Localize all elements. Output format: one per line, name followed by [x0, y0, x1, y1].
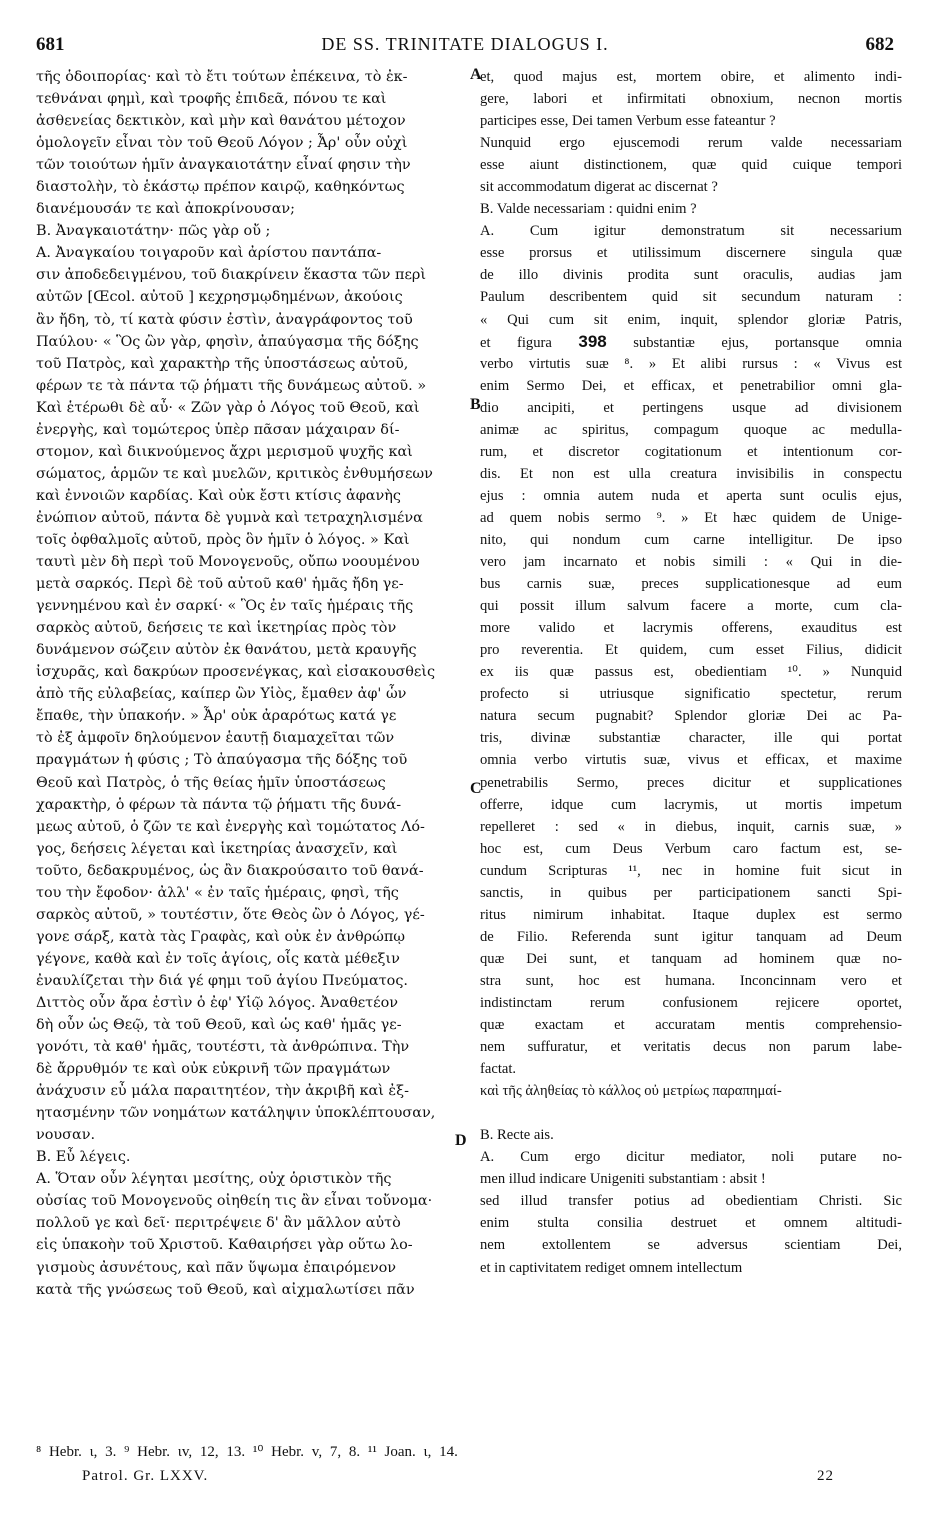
latin-text-line: profecto si utriusque significatio spectetur, rerum [480, 686, 902, 703]
latin-text-line: ritus nimirum inhabitat. Itaque duplex est sermo [480, 906, 902, 923]
greek-text-line: γονε σάρξ, κατὰ τὰς Γραφὰς, καὶ οὐκ ἐν ἀνθρώπῳ [36, 928, 406, 945]
latin-text-line: ad quem nobis sermo ⁹. » Et hæc quidem de Unige- [480, 509, 902, 526]
greek-text-line: ὁμολογεῖν εἶναι τὸν τοῦ Θεοῦ Λόγον ; Ἆρ' οὖν οὐχὶ [36, 135, 408, 152]
greek-text-line: ἔπαθε, τὴν ὑπακοήν. » Ἆρ' οὐκ ἀραρότως κατά γε [36, 708, 397, 725]
latin-text-line [480, 1102, 902, 1124]
page-footer [82, 1468, 834, 1485]
right-page-number: 682 [865, 34, 894, 55]
greek-text-line: τεθνάναι φημὶ, καὶ τροφῆς ἐπιδεᾶ, πόνου τε καὶ [36, 91, 387, 108]
latin-text-line: B. Valde necessariam : quidni enim ? [480, 201, 697, 218]
greek-text-line: διανέμουσάν τε καὶ ἀποκρίνουσαν; [36, 201, 296, 218]
latin-text-line: ejus : omnia autem nuda et aperta sunt oculis ejus, [480, 487, 902, 504]
latin-text-line: men illud indicare Unigeniti substantiam : absit ! [480, 1171, 766, 1188]
latin-text-line: sit accommodatum digerat ac discernat ? [480, 179, 718, 196]
latin-text-line: omnia verbo virtutis suæ, vivus et efficax, et maxime [480, 752, 902, 769]
greek-text-line: ἀνάχυσιν εὖ μάλα παραιτητέον, τὴν ἀκριβῆ καὶ ἐξ- [36, 1083, 409, 1100]
latin-text-line: more valido et lacrymis offerens, exauditus est [480, 620, 902, 637]
greek-text-line: γος, δεήσεις λέγεται καὶ ἱκετηρίας ἀνασχεῖν, καὶ [36, 840, 398, 857]
latin-text-line: enim stulta consilia destruet et omnem altitudi- [480, 1215, 902, 1232]
greek-text-line: νουσαν. [36, 1127, 96, 1144]
greek-text-line: αὐτῶν [Œcol. αὐτοῦ ] κεχρησμῳδημένων, ἀκούοις [36, 289, 403, 306]
latin-text-line: esse aiunt distinctionem, quæ quid cuique tempori [480, 157, 902, 174]
latin-text-line: sanctis, in quibus per participationem sancti Spi- [480, 884, 902, 901]
greek-text-line: Παύλου· « Ὃς ὢν γὰρ, φησὶν, ἀπαύγασμα τῆς δόξης [36, 333, 419, 350]
greek-text-line: καὶ ἐννοιῶν καρδίας. Καὶ οὐκ ἔστι κτίσις ἀφανὴς [36, 487, 401, 504]
latin-text-line: A. Cum ergo dicitur mediator, noli putare no- [480, 1149, 902, 1166]
latin-column [480, 66, 902, 1279]
greek-text-line: σιν ἀποδεδειγμένου, τοῦ διακρίνειν ἕκαστα τῶν περὶ [36, 267, 427, 284]
left-page-number: 681 [36, 34, 65, 55]
latin-text-line: nem extollentem se adversus scientiam Dei, [480, 1237, 902, 1254]
latin-text-line: sed illud transfer potius ad obedientiam Christi. Sic [480, 1193, 902, 1210]
greek-text-line: ἐναυλίζεται τὴν διά γέ φημι τοῦ ἁγίου Πνεύματος. [36, 972, 408, 989]
latin-text-line: offerre, idque cum lacrymis, ut mortis impetum [480, 796, 902, 813]
margin-letter-b: B [470, 396, 481, 413]
margin-letter-a: A [470, 66, 482, 83]
latin-text-line: participes esse, Dei tamen Verbum esse fateantur ? [480, 113, 776, 130]
greek-text-line: κατὰ τῆς γνώσεως τοῦ Θεοῦ, καὶ αἰχμαλωτίσει πᾶν [36, 1281, 415, 1298]
greek-text-line: Θεοῦ καὶ Πατρὸς, ὁ τῆς θείας ἡμῖν ὑποστάσεως [36, 774, 386, 791]
greek-text-line: γεννημένου καὶ ἐν σαρκί· « Ὃς ἐν ταῖς ἡμέραις τῆς [36, 598, 414, 615]
greek-text-line: τῶν τοιούτων ἡμῖν ἀναγκαιοτάτην εἶναί φησιν τὴν [36, 157, 411, 174]
latin-text-line: enim Sermo Dei, et efficax, et penetrabilior omni gla- [480, 377, 902, 394]
latin-text-line: de Filio. Referenda sunt igitur tanquam ad Deum [480, 928, 902, 945]
latin-text-line: quæ Dei sunt, et tanquam ad hominem quæ no- [480, 950, 902, 967]
page-title: DE SS. TRINITATE DIALOGUS I. [321, 34, 609, 54]
margin-letter-c: C [470, 780, 482, 797]
greek-text-line: ἀπὸ τῆς εὐλαβείας, καίπερ ὢν Υἱὸς, ἔμαθεν ἀφ' ὧν [36, 686, 407, 703]
latin-text-line: tris, divinæ substantiæ character, ille qui portat [480, 730, 902, 747]
latin-text-line: Nunquid ergo ejuscemodi rerum valde necessariam [480, 135, 902, 152]
column-marker: 398 [578, 331, 607, 351]
latin-text-line: animæ ac spiritus, compagum quoque ac medulla- [480, 421, 902, 438]
greek-text-line: του τὴν ἔφοδον· ἀλλ' « ἐν ταῖς ἡμέραις, φησὶ, τῆς [36, 884, 399, 901]
greek-text-line: A. Ὅταν οὖν λέγηται μεσίτης, οὐχ ὁριστικὸν τῆς [36, 1171, 392, 1188]
latin-text-line: dio ancipiti, et pertingens usque ad divisionem [480, 399, 902, 416]
greek-text-line: A. Ἀναγκαίου τοιγαροῦν καὶ ἀρίστου παντάπα- [36, 245, 382, 262]
latin-text-line: quæ exactam et accuratam mentis comprehensio- [480, 1017, 902, 1034]
latin-text-line: « Qui cum sit enim, inquit, splendor gloriæ Patris, [480, 311, 902, 328]
greek-text-line: γονότι, τὰ καθ' ἡμᾶς, τουτέστι, τὰ ἀνθρώπινα. Τὴν [36, 1039, 410, 1056]
footnotes: ⁸ Hebr. ι, 3. ⁹ Hebr. ιv, 12, 13. ¹⁰ Hebr. v, 7, 8. ¹¹ Joan. ι, 14. [36, 1444, 458, 1460]
latin-text-line: indistinctam rerum confusionem rejicere oportet, [480, 994, 902, 1011]
greek-text-line: δυνάμενον σώζειν αὐτὸν ἐκ θανάτου, μετὰ κραυγῆς [36, 642, 417, 659]
greek-text-line: σαρκὸς αὐτοῦ, » τουτέστιν, ὅτε Θεὸς ὢν ὁ Λόγος, γέ- [36, 906, 425, 923]
greek-text-line: εἰς ὑπακοὴν τοῦ Χριστοῦ. Καθαιρήσει γὰρ οὕτω λο- [36, 1237, 413, 1254]
greek-text-line: φέρων τε τὰ πάντα τῷ ῥήματι τῆς δυνάμεως αὐτοῦ. » [36, 377, 427, 394]
latin-text-line: Paulum describentem quid sit secundum naturam : [480, 289, 902, 306]
greek-text-line: ἰσχυρᾶς, καὶ δακρύων προσενέγκας, καὶ εἰσακουσθεὶς [36, 664, 436, 681]
latin-text-line: A. Cum igitur demonstratum sit necessarium [480, 223, 902, 240]
signature-mark: 22 [817, 1468, 834, 1484]
latin-text-line: nito, qui nondum cum carne intelligitur. De ipso [480, 531, 902, 548]
greek-text-line: Καὶ ἑτέρωθι δὲ αὖ· « Ζῶν γὰρ ὁ Λόγος τοῦ Θεοῦ, καὶ [36, 399, 420, 416]
greek-text-line: τοῦ Πατρὸς, καὶ χαρακτὴρ τῆς ὑποστάσεως αὐτοῦ, [36, 355, 409, 372]
greek-text-line: B. Εὖ λέγεις. [36, 1149, 131, 1166]
latin-text-line: gere, labori et infirmitati obnoxium, necnon mortis [480, 91, 902, 108]
latin-text-line: et figura 398 substantiæ ejus, portansque omnia [480, 331, 902, 351]
greek-text-line: τὸ ἐξ ἀμφοῖν δηλούμενον ἑαυτῇ διαμαχεῖται τῶν [36, 730, 395, 747]
greek-text-line: τοῖς ὀφθαλμοῖς αὐτοῦ, πρὸς ὃν ἡμῖν ὁ λόγος. » Καὶ [36, 531, 410, 548]
greek-text-line: σαρκὸς αὐτοῦ, δεήσεις τε καὶ ἱκετηρίας πρὸς τὸν [36, 620, 397, 637]
greek-text-line: ἐνώπιον αὐτοῦ, πάντα δὲ γυμνὰ καὶ τετραχηλισμένα [36, 509, 423, 526]
latin-text-line: B. Recte ais. [480, 1127, 554, 1144]
latin-text-line: natura secum pugnabit? Splendor gloriæ Dei ac Pa- [480, 708, 902, 725]
greek-text-line: στομον, καὶ διικνούμενος ἄχρι μερισμοῦ ψυχῆς καὶ [36, 443, 413, 460]
greek-text-line: τοῦτο, δεδακρυμένος, ὡς ἂν διακρούσαιτο τοῦ θανά- [36, 862, 424, 879]
latin-text-line: pro reverentia. Et quidem, cum esset Filius, didicit [480, 642, 902, 659]
greek-text-line: ητασμένην τῶν νοημάτων κατάληψιν ὑποκλέπτουσαν, [36, 1105, 436, 1122]
greek-text-line: δὲ ἄρρυθμόν τε καὶ οὐκ εὐκρινῆ τῶν πραγμάτων [36, 1061, 391, 1078]
latin-text-line: nem suffuratur, et veritatis decus non parum labe- [480, 1039, 902, 1056]
latin-text-line: dis. Et non est ulla creatura invisibilis in conspectu [480, 465, 902, 482]
greek-text-line: δὴ οὖν ὡς Θεῷ, τὰ τοῦ Θεοῦ, καὶ ὡς καθ' ἡμᾶς γε- [36, 1017, 402, 1034]
greek-text-line: ἂν ἤδη, τὸ, τί κατὰ φύσιν ἐστὶν, ἀναγράφοντος τοῦ [36, 311, 413, 328]
latin-text-line: qui possit illum salvum facere a morte, cum cla- [480, 598, 902, 615]
greek-text-line: γισμοὺς ἀσυνέτους, καὶ πᾶν ὕψωμα ἐπαιρόμενον [36, 1259, 397, 1276]
latin-text-line: stra sunt, hoc est humana. Inconcinnam vero et [480, 972, 902, 989]
latin-text-line: verbo virtutis suæ ⁸. » Et alibi rursus : « Vivus est [480, 355, 902, 372]
greek-text-line: πραγμάτων ἡ φύσις ; Τὸ ἀπαύγασμα τῆς δόξης τοῦ [36, 752, 408, 769]
greek-text-line: οὐσίας τοῦ Μονογενοῦς οἰηθείη τις ἂν εἶναι τοὔνομα· [36, 1193, 433, 1210]
series-volume: Patrol. Gr. LXXV. [82, 1468, 209, 1484]
greek-text-line: μεως αὐτοῦ, ὁ ζῶν τε καὶ ἐνεργὴς καὶ τομώτατος Λό- [36, 818, 425, 835]
latin-text-line: repelleret : sed « in diebus, inquit, carnis suæ, » [480, 818, 902, 835]
page-header [36, 34, 894, 62]
greek-text-line: γέγονε, καθὰ καὶ ἐν τοῖς ἁγίοις, οἷς κατὰ μέθεξιν [36, 950, 400, 967]
latin-text-line: et in captivitatem rediget omnem intellectum [480, 1259, 743, 1276]
latin-text-line: cundum Scripturas ¹¹, nec in homine fuit sicut in [480, 862, 902, 879]
greek-text-line: ταυτὶ μὲν δὴ περὶ τοῦ Μονογενοῦς, οὔπω νοουμένου [36, 554, 420, 571]
greek-text-line: χαρακτὴρ, ὁ φέρων τὰ πάντα τῷ ῥήματι τῆς δυνά- [36, 796, 402, 813]
latin-text-line: rum, et discretor cogitationum et intentionum cor- [480, 443, 902, 460]
greek-text-line: B. Ἀναγκαιοτάτην· πῶς γὰρ οὔ ; [36, 223, 271, 240]
latin-text-line: esse prorsus et utilissimum discernere singula quæ [480, 245, 902, 262]
greek-text-line: Διττὸς οὖν ἄρα ἐστὶν ὁ ἐφ' Υἱῷ λόγος. Ἀναθετέον [36, 994, 399, 1011]
greek-text-line: τῆς ὁδοιπορίας· καὶ τὸ ἔτι τούτων ἐπέκεινα, τὸ ἐκ- [36, 69, 408, 85]
latin-text-line: factat. [480, 1061, 517, 1078]
latin-text-line: hoc est, cum Deus Verbum caro factum est, se- [480, 840, 902, 857]
greek-text-line: ἀσθενείας δεκτικὸν, καὶ μὴν καὶ θανάτου μέτοχον [36, 113, 406, 130]
margin-letter-d: D [455, 1132, 467, 1149]
latin-text-line: et, quod majus est, mortem obire, et alimento indi- [480, 69, 902, 85]
greek-text-line: πολλοῦ γε καὶ δεῖ· περιτρέψειε δ' ἂν μᾶλλον αὐτὸ [36, 1215, 401, 1232]
latin-text-line: bus carnis suæ, preces supplicationesque ad eum [480, 576, 902, 593]
latin-text-line: ex iis quæ passus est, obedientiam ¹⁰. » Nunquid [480, 664, 902, 681]
latin-text-line: καὶ τῆς ἀληθείας τὸ κάλλος οὐ μετρίως παραπημαί- [480, 1083, 782, 1100]
latin-text-line: penetrabilis Sermo, preces dicitur et supplicationes [480, 774, 902, 791]
latin-text-line: vero jam incarnato et nobis simili : « Qui in die- [480, 554, 902, 571]
greek-text-line: μετὰ σαρκός. Περὶ δὲ τοῦ αὐτοῦ καθ' ἡμᾶς ἤδη γε- [36, 576, 404, 593]
greek-text-line: σώματος, ἁρμῶν τε καὶ μυελῶν, κριτικὸς ἐνθυμήσεων [36, 465, 433, 482]
greek-column [36, 66, 474, 1301]
latin-text-line: de illo divinis prodita sunt oraculis, audias jam [480, 267, 902, 284]
greek-text-line: διαστολὴν, τὸ ἑκάστῳ πρέπον καιρῷ, καθηκόντως [36, 179, 405, 196]
greek-text-line: ἐνεργὴς, καὶ τομώτερος ὑπὲρ πᾶσαν μάχαιραν δί- [36, 421, 400, 438]
